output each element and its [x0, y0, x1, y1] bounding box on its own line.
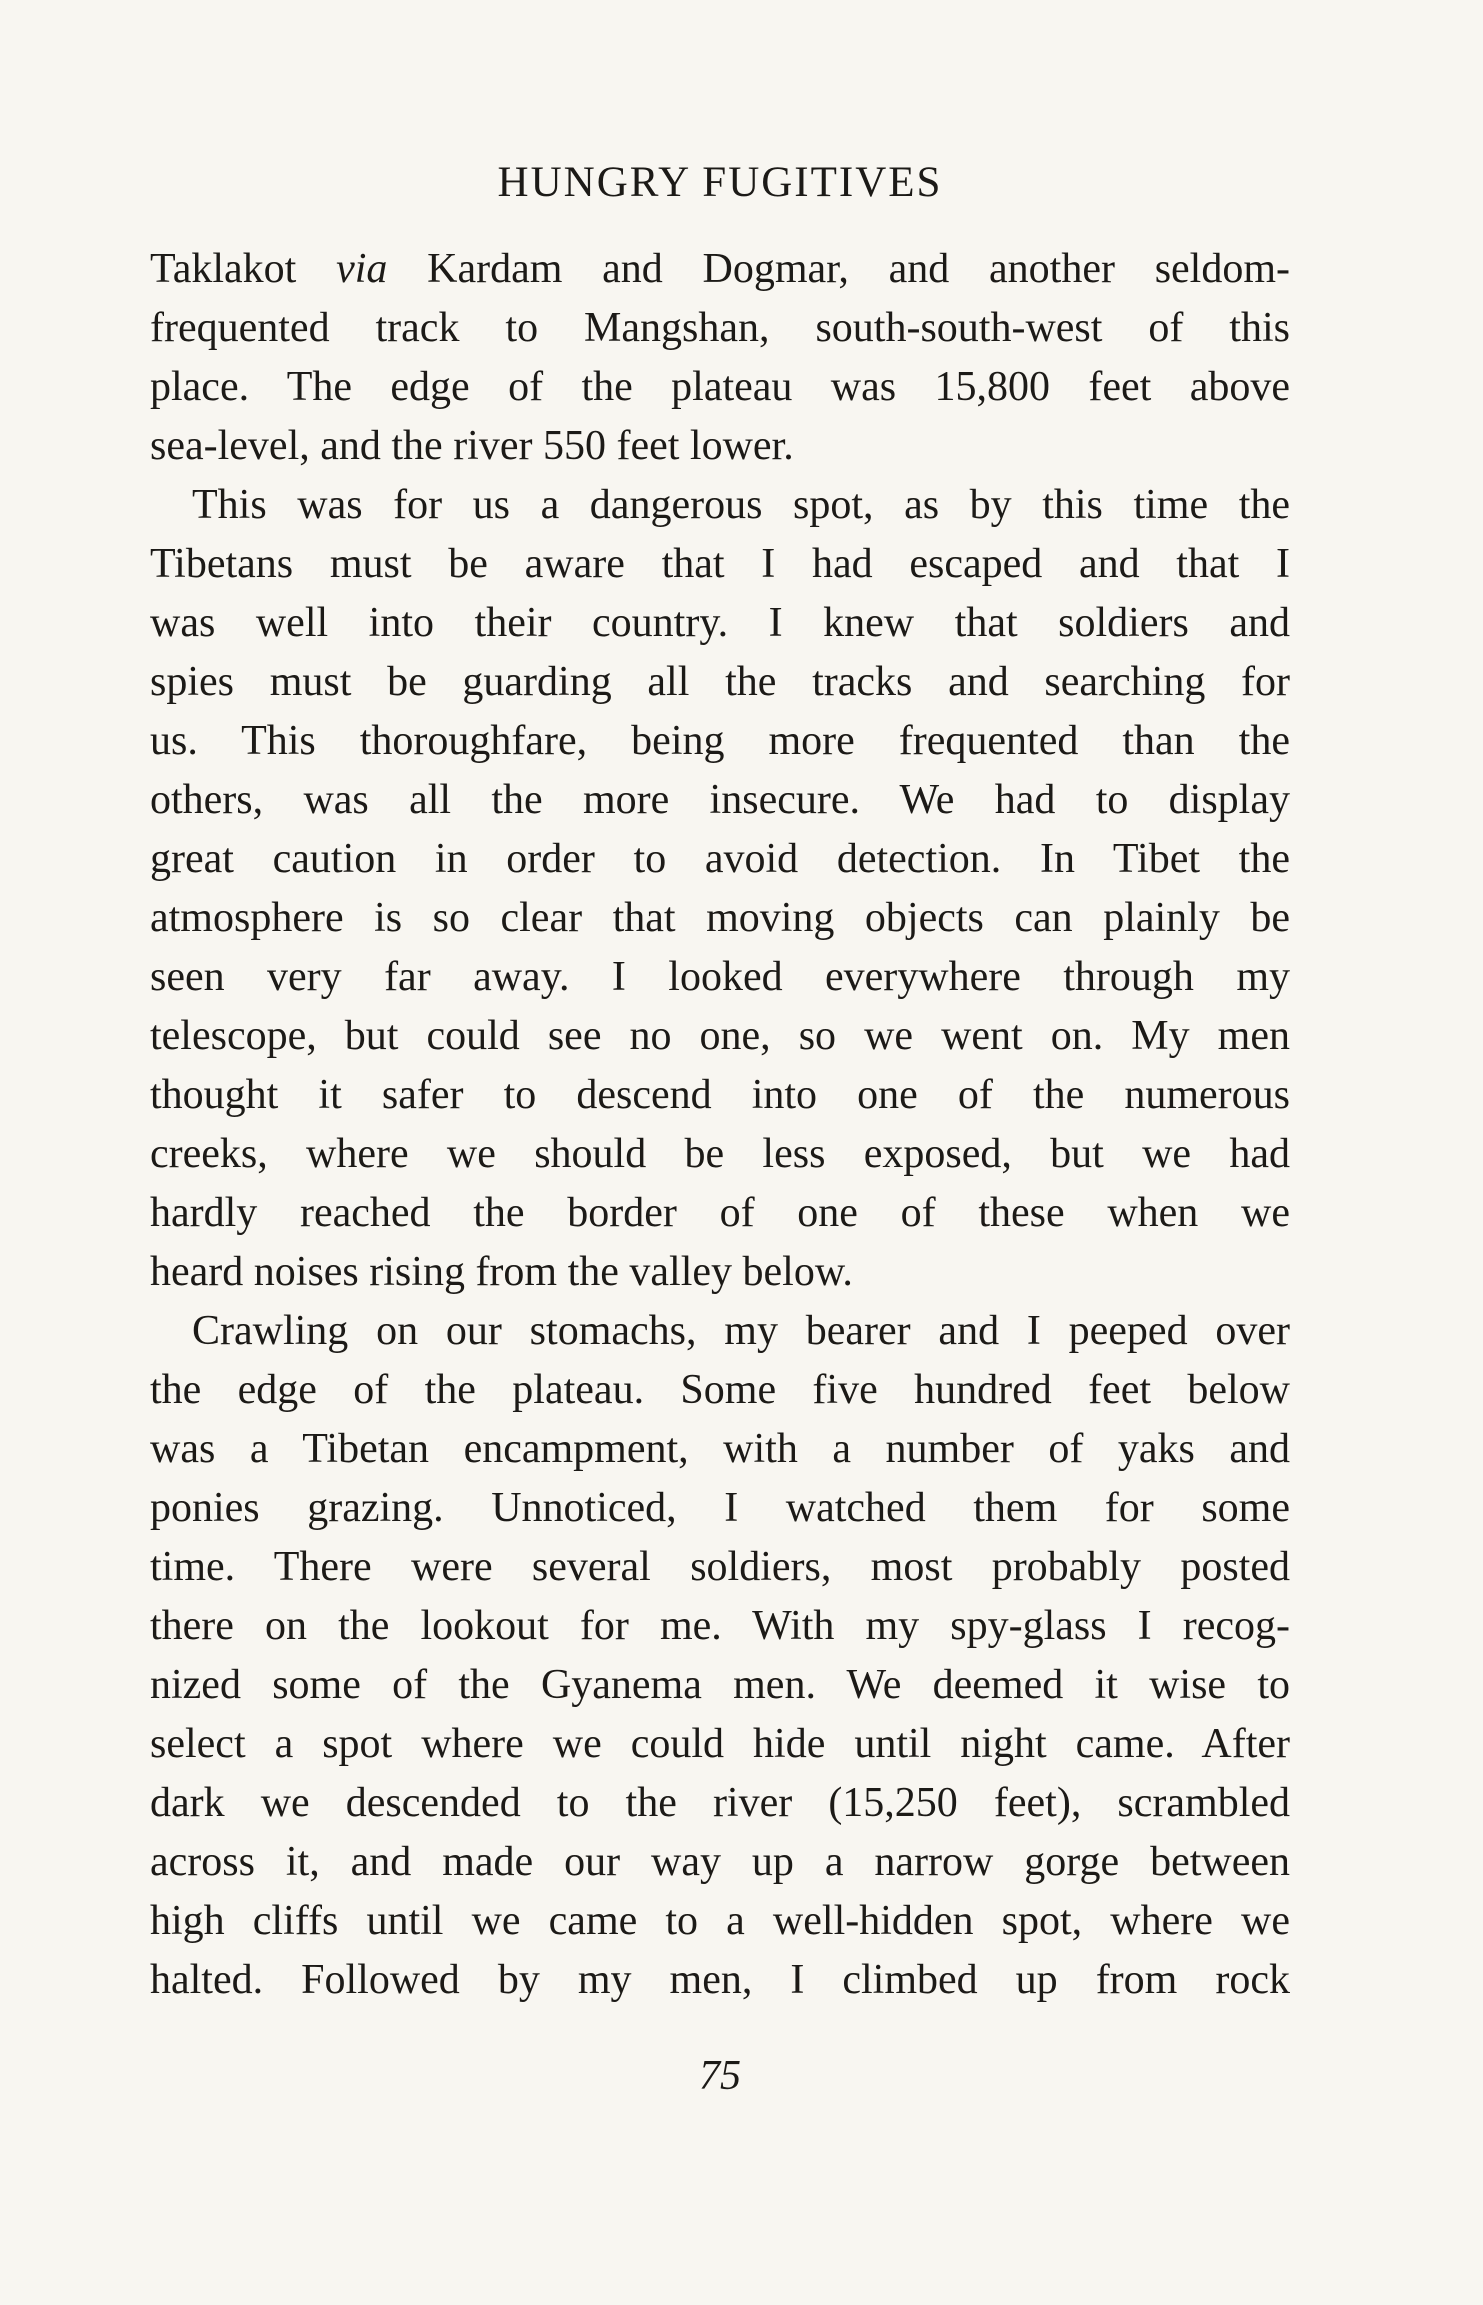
text-line: great caution in order to avoid detection. In Tibet the — [150, 836, 1290, 882]
body-text — [150, 240, 1290, 2010]
text-line: Crawling on our stomachs, my bearer and I peeped over — [192, 1308, 1290, 1354]
text-line: was a Tibetan encampment, with a number of yaks and — [150, 1426, 1290, 1472]
text-line: ponies grazing. Unnoticed, I watched them for some — [150, 1485, 1290, 1531]
text-line: Taklakot via Kardam and Dogmar, and another seldom- — [150, 246, 1291, 292]
text-line: nized some of the Gyanema men. We deemed it wise to — [150, 1662, 1290, 1708]
text-line: sea-level, and the river 550 feet lower. — [150, 423, 794, 469]
text-line: select a spot where we could hide until night came. After — [150, 1721, 1290, 1767]
text-line: thought it safer to descend into one of the numerous — [150, 1072, 1290, 1118]
text-line: place. The edge of the plateau was 15,800 feet above — [150, 364, 1290, 410]
book-page — [150, 0, 1290, 2305]
text-line: the edge of the plateau. Some five hundred feet below — [150, 1367, 1290, 1413]
text-line: time. There were several soldiers, most probably posted — [150, 1544, 1290, 1590]
text-line: others, was all the more insecure. We had to display — [150, 777, 1290, 823]
text-line: Tibetans must be aware that I had escaped and that I — [150, 541, 1290, 587]
text-line: heard noises rising from the valley below. — [150, 1249, 853, 1295]
text-line: dark we descended to the river (15,250 feet), scrambled — [150, 1780, 1290, 1826]
text-line: telescope, but could see no one, so we went on. My men — [150, 1013, 1290, 1059]
text-line: seen very far away. I looked everywhere through my — [150, 954, 1290, 1000]
text-line: spies must be guarding all the tracks and searching for — [150, 659, 1290, 705]
text-line: atmosphere is so clear that moving objects can plainly be — [150, 895, 1290, 941]
page-number: 75 — [699, 2053, 741, 2099]
text-line: high cliffs until we came to a well-hidden spot, where we — [150, 1898, 1290, 1944]
text-line: across it, and made our way up a narrow gorge between — [150, 1839, 1290, 1885]
text-line: This was for us a dangerous spot, as by this time the — [192, 482, 1290, 528]
text-line: was well into their country. I knew that soldiers and — [150, 600, 1290, 646]
text-line: us. This thoroughfare, being more frequented than the — [150, 718, 1290, 764]
italic-word: via — [336, 246, 388, 292]
text-line: hardly reached the border of one of these when we — [150, 1190, 1290, 1236]
running-head: HUNGRY FUGITIVES — [497, 159, 943, 206]
text-line: halted. Followed by my men, I climbed up from rock — [150, 1957, 1290, 2003]
text-line: frequented track to Mangshan, south-south-west of this — [150, 305, 1290, 351]
text-line: there on the lookout for me. With my spy-glass I recog- — [150, 1603, 1290, 1649]
text-line: creeks, where we should be less exposed, but we had — [150, 1131, 1290, 1177]
